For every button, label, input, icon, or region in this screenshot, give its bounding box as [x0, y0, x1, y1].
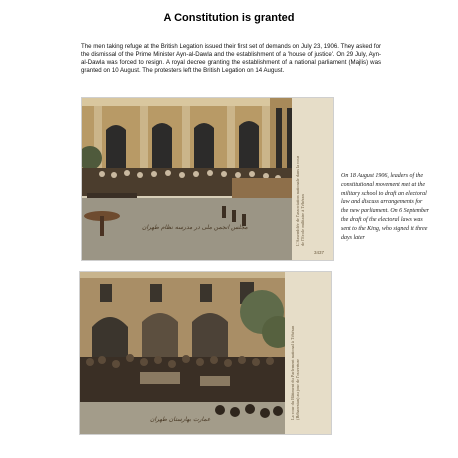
postcard-military-school-meeting [82, 98, 333, 260]
postcard-2-french-caption: La cour du Bâtiment du Parlement national à Téhéran (Béharestan) au jour de l'ouverture [290, 325, 300, 420]
side-caption: On 18 August 1906, leaders of the constitutional movement met at the military school to draft an electoral law and discuss arrangements for the new parliament. On 6 September the draft of the electoral laws was sent to the King, who signed it three days later [341, 173, 429, 241]
postcard-1-french-caption: L'Assemblée de l'association nationale dans la cour de l'Ecole militaire à Téhéran [295, 155, 305, 246]
intro-text: The men taking refuge at the British Legation issued their first set of demands on July 23, 1906. They asked for the dismissal of the Prime Minister Ayn-al-Dawla and the establishment of a 'house of justice'. On 29 July, Ayn-al-Dawla was forced to resign. A royal decree granting the establishment of a national parliament (Majlis) was granted on 10 August. The protesters left the British Legation on 14 August. [81, 43, 381, 74]
page-title: A Constitution is granted [163, 12, 295, 24]
postcard-1-number: 3437 [314, 250, 325, 255]
postcard-1-persian-caption: مجلس انجمن ملی در مدرسه نظام طهران [142, 224, 248, 231]
intro-paragraph [81, 43, 381, 75]
postcard-crowd-legation [80, 272, 331, 434]
postcard-2-persian-caption: عمارت بهارستان طهران [150, 416, 211, 423]
